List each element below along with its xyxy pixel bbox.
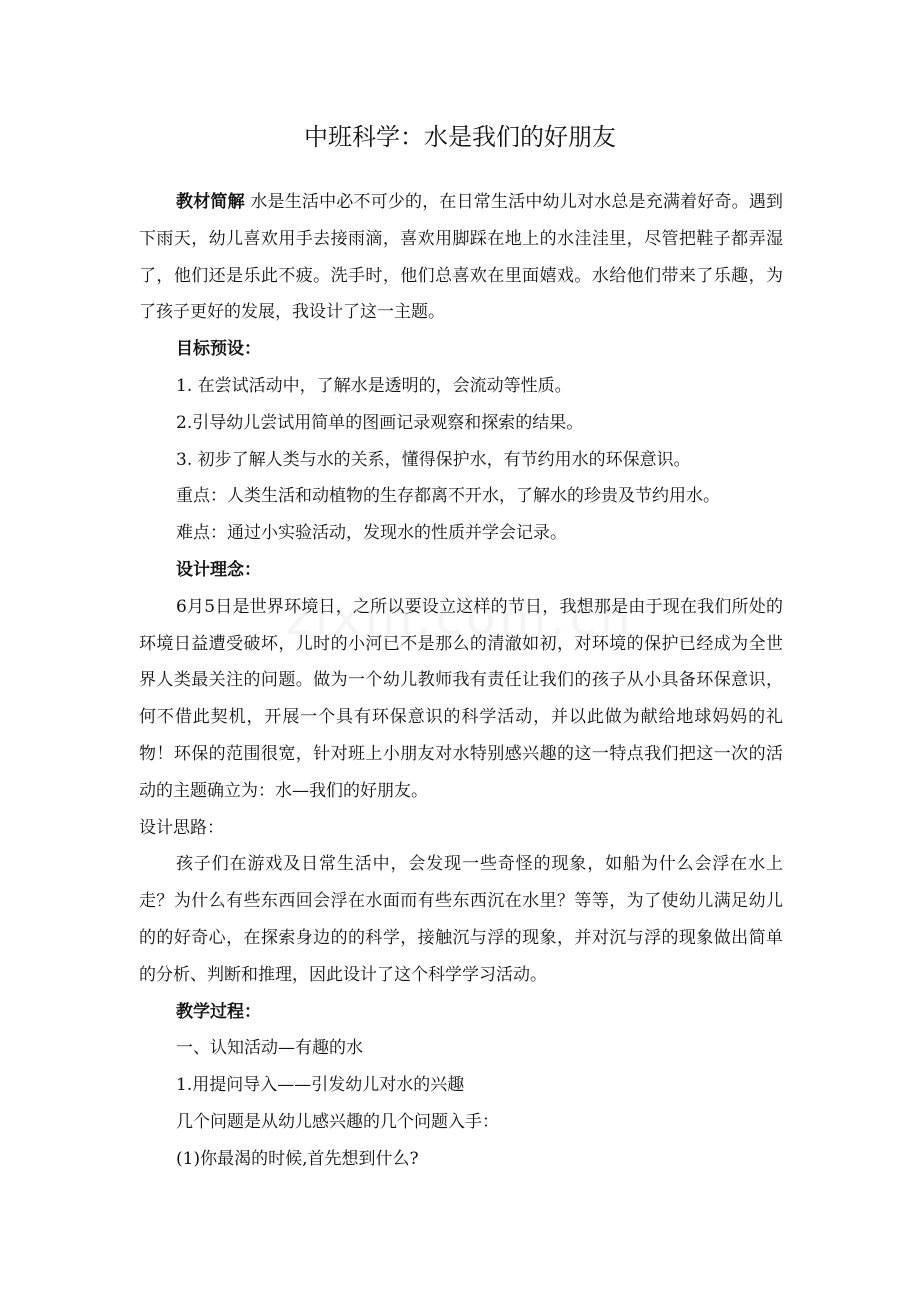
key-point: 重点：人类生活和动植物的生存都离不开水，了解水的珍贵及节约用水。 (176, 486, 720, 507)
approach-heading: 设计思路： (139, 817, 224, 838)
process-step-1: 1.用提问导入——引发幼儿对水的兴趣 (176, 1075, 465, 1096)
process-question-1: (1)你最渴的时候,首先想到什么? (176, 1148, 419, 1169)
goal-item-1: 1. 在尝试活动中，了解水是透明的，会流动等性质。 (176, 375, 572, 396)
concept-paragraph: 6月5日是世界环境日，之所以要设立这样的节日，我想那是由于现在我们所处的环境日益遭受破坏，儿时的小河已不是那么的清澈如初，对环境的保护已经成为全世界人类最关注的问题。做为一个幼儿教师我有责任让我们的孩子从小具备环保意识，何不借此契机，开展一个具有环保意识的科学活动，并以此做为献给地球妈妈的礼物！环保的范围很宽，针对班上小朋友对水特别感兴趣的这一特点我们把这一次的活动的主题确立为：水—我们的好朋友。 (139, 596, 783, 801)
intro-text: 水是生活中必不可少的，在日常生活中幼儿对水总是充满着好奇。遇到下雨天，幼儿喜欢用手去接雨滴，喜欢用脚踩在地上的水洼洼里，尽管把鞋子都弄湿了，他们还是乐此不疲。洗手时，他们总喜欢在里面嬉戏。水给他们带来了乐趣，为了孩子更好的发展，我设计了这一主题。 (139, 192, 784, 323)
process-heading: 教学过程： (176, 1001, 261, 1022)
concept-heading: 设计理念： (176, 559, 261, 580)
goals-heading: 目标预设： (176, 339, 261, 360)
approach-paragraph: 孩子们在游戏及日常生活中，会发现一些奇怪的现象，如船为什么会浮在水上走？为什么有些东西回会浮在水面而有些东西沉在水里？等等，为了使幼儿满足幼儿的的好奇心，在探索身边的的科学，接触沉与浮的现象，并对沉与浮的现象做出简单的分析、判断和推理，因此设计了这个科学学习活动。 (139, 854, 783, 985)
goal-item-2: 2.引导幼儿尝试用简单的图画记录观察和探索的结果。 (176, 412, 584, 433)
intro-paragraph (139, 184, 783, 331)
goal-item-3: 3. 初步了解人类与水的关系，懂得保护水，有节约用水的环保意识。 (176, 449, 691, 470)
intro-label: 教材简解 (176, 192, 245, 212)
document-title: 中班科学：水是我们的好朋友 (304, 123, 616, 151)
process-section-1: 一、认知活动—有趣的水 (176, 1038, 363, 1059)
document-body (139, 184, 783, 1178)
difficulty-point: 难点：通过小实验活动，发现水的性质并学会记录。 (176, 523, 567, 544)
process-step-1-desc: 几个问题是从幼儿感兴趣的几个问题入手： (176, 1111, 499, 1132)
